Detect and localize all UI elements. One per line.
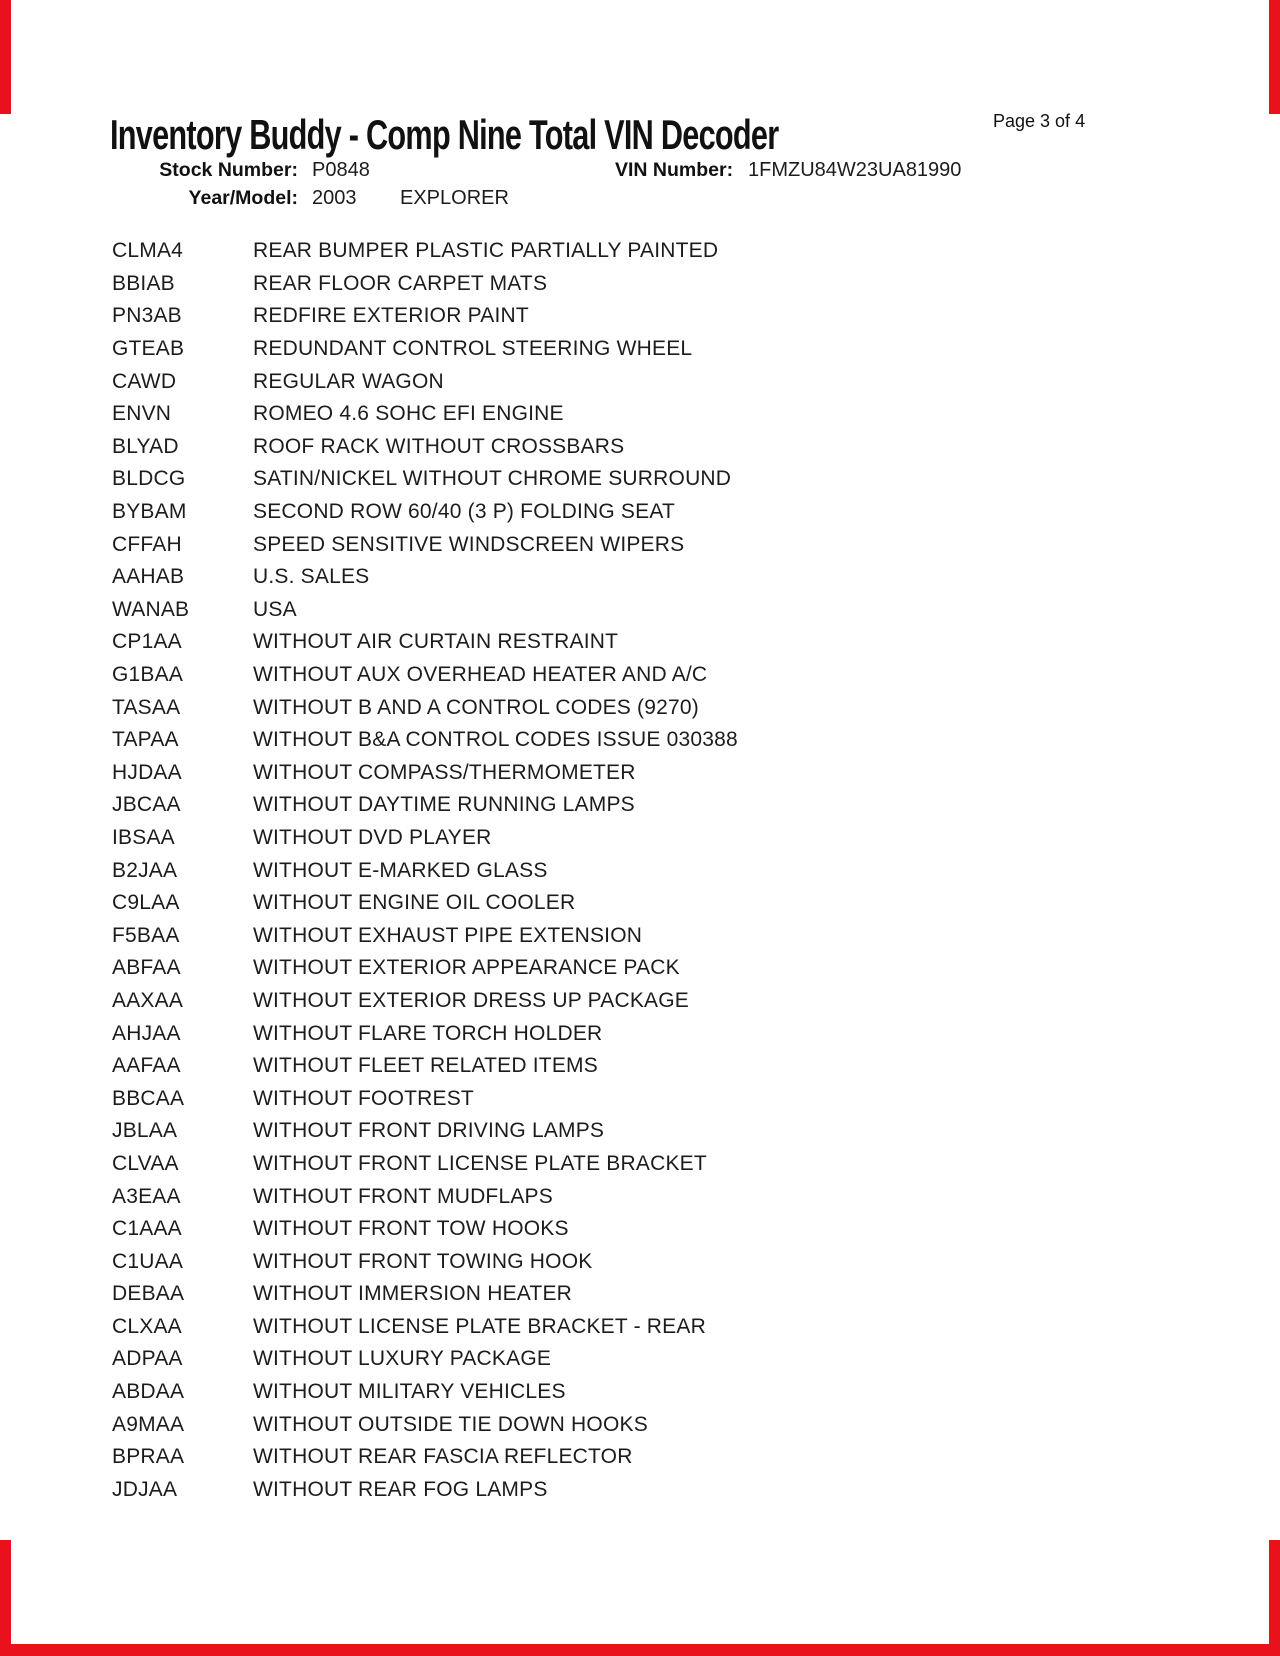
option-row — [112, 1376, 1280, 1409]
option-row — [112, 431, 1280, 464]
option-row — [112, 398, 1280, 431]
option-code: A3EAA — [112, 1184, 181, 1208]
option-row — [112, 1017, 1280, 1050]
option-description: SPEED SENSITIVE WINDSCREEN WIPERS — [253, 532, 685, 556]
scan-artifact-bottom-left — [0, 1540, 11, 1656]
scan-artifact-top-right — [1269, 0, 1280, 114]
option-code: TAPAA — [112, 728, 179, 752]
option-row — [112, 1180, 1280, 1213]
option-row — [112, 1082, 1280, 1115]
option-code: DEBAA — [112, 1282, 185, 1306]
option-description: WITHOUT MILITARY VEHICLES — [253, 1380, 566, 1404]
option-row — [112, 952, 1280, 985]
option-code: AAFAA — [112, 1054, 181, 1078]
vin-number-label: VIN Number: — [615, 159, 734, 181]
option-row — [112, 1148, 1280, 1181]
page-number: Page 3 of 4 — [993, 111, 1086, 131]
option-code-list — [112, 235, 1280, 1506]
option-code: AAHAB — [112, 565, 185, 589]
option-description: WITHOUT EXTERIOR DRESS UP PACKAGE — [253, 988, 690, 1012]
option-description: ROOF RACK WITHOUT CROSSBARS — [253, 434, 625, 458]
option-description: WITHOUT FRONT TOWING HOOK — [253, 1249, 593, 1273]
option-row — [112, 463, 1280, 496]
option-code: BYBAM — [112, 500, 187, 524]
option-description: WITHOUT EXTERIOR APPEARANCE PACK — [253, 956, 680, 980]
option-code: G1BAA — [112, 663, 184, 687]
option-description: WITHOUT REAR FASCIA REFLECTOR — [253, 1445, 633, 1469]
page-title: Inventory Buddy - Comp Nine Total VIN Decoder — [110, 111, 779, 158]
scan-artifact-bottom-right — [1269, 1540, 1280, 1656]
option-code: ADPAA — [112, 1347, 183, 1371]
option-code: JDJAA — [112, 1477, 178, 1501]
option-description: WITHOUT AUX OVERHEAD HEATER AND A/C — [253, 663, 708, 687]
option-description: WITHOUT AIR CURTAIN RESTRAINT — [253, 630, 619, 654]
vin-number-value: 1FMZU84W23UA81990 — [748, 159, 962, 181]
option-row — [112, 1245, 1280, 1278]
option-description: WITHOUT E-MARKED GLASS — [253, 858, 548, 882]
option-description: WITHOUT FRONT MUDFLAPS — [253, 1184, 553, 1208]
option-description: WITHOUT DVD PLAYER — [253, 825, 492, 849]
option-code: CAWD — [112, 369, 177, 393]
option-row — [112, 789, 1280, 822]
option-code: CLXAA — [112, 1314, 182, 1338]
option-description: WITHOUT COMPASS/THERMOMETER — [253, 760, 636, 784]
option-code: PN3AB — [112, 304, 182, 328]
option-code: JBLAA — [112, 1119, 178, 1143]
option-description: WITHOUT LICENSE PLATE BRACKET - REAR — [253, 1314, 706, 1338]
option-code: F5BAA — [112, 923, 180, 947]
option-code: BLDCG — [112, 467, 186, 491]
option-code: GTEAB — [112, 337, 185, 361]
option-row — [112, 496, 1280, 529]
option-description: SATIN/NICKEL WITHOUT CHROME SURROUND — [253, 467, 732, 491]
option-row — [112, 235, 1280, 268]
option-code: ABFAA — [112, 956, 181, 980]
option-description: WITHOUT B AND A CONTROL CODES (9270) — [253, 695, 699, 719]
option-code: CLMA4 — [112, 239, 184, 263]
option-row — [112, 887, 1280, 920]
option-code: HJDAA — [112, 760, 182, 784]
option-code: BPRAA — [112, 1445, 185, 1469]
option-row — [112, 1474, 1280, 1507]
option-code: ENVN — [112, 402, 172, 426]
option-row — [112, 528, 1280, 561]
option-description: WITHOUT ENGINE OIL COOLER — [253, 891, 576, 915]
option-description: WITHOUT IMMERSION HEATER — [253, 1282, 573, 1306]
option-description: SECOND ROW 60/40 (3 P) FOLDING SEAT — [253, 500, 676, 524]
option-row — [112, 561, 1280, 594]
stock-number-value: P0848 — [312, 159, 370, 181]
option-row — [112, 1311, 1280, 1344]
option-row — [112, 1441, 1280, 1474]
option-code: ABDAA — [112, 1380, 185, 1404]
option-description: WITHOUT FLEET RELATED ITEMS — [253, 1054, 598, 1078]
option-description: WITHOUT EXHAUST PIPE EXTENSION — [253, 923, 643, 947]
option-row — [112, 985, 1280, 1018]
option-description: REAR BUMPER PLASTIC PARTIALLY PAINTED — [253, 239, 719, 263]
option-description: WITHOUT FLARE TORCH HOLDER — [253, 1021, 603, 1045]
option-row — [112, 919, 1280, 952]
option-row — [112, 1278, 1280, 1311]
stock-number-label: Stock Number: — [159, 159, 298, 181]
option-row — [112, 594, 1280, 627]
option-code: AHJAA — [112, 1021, 181, 1045]
option-description: REGULAR WAGON — [253, 369, 444, 393]
option-row — [112, 1115, 1280, 1148]
option-row — [112, 1213, 1280, 1246]
year-value: 2003 — [312, 187, 357, 209]
option-row — [112, 659, 1280, 692]
option-description: WITHOUT OUTSIDE TIE DOWN HOOKS — [253, 1412, 648, 1436]
option-row — [112, 268, 1280, 301]
option-description: WITHOUT FRONT DRIVING LAMPS — [253, 1119, 605, 1143]
option-code: C1AAA — [112, 1217, 182, 1241]
option-code: CFFAH — [112, 532, 182, 556]
option-description: WITHOUT FRONT TOW HOOKS — [253, 1217, 569, 1241]
option-description: WITHOUT FRONT LICENSE PLATE BRACKET — [253, 1151, 707, 1175]
option-code: BLYAD — [112, 434, 179, 458]
option-code: B2JAA — [112, 858, 178, 882]
option-description: ROMEO 4.6 SOHC EFI ENGINE — [253, 402, 564, 426]
option-description: WITHOUT DAYTIME RUNNING LAMPS — [253, 793, 635, 817]
option-row — [112, 300, 1280, 333]
option-description: USA — [253, 597, 297, 621]
option-row — [112, 1050, 1280, 1083]
option-description: U.S. SALES — [253, 565, 370, 589]
option-code: BBCAA — [112, 1086, 185, 1110]
model-value: EXPLORER — [400, 187, 509, 209]
option-description: WITHOUT LUXURY PACKAGE — [253, 1347, 552, 1371]
option-description: WITHOUT REAR FOG LAMPS — [253, 1477, 548, 1501]
option-code: IBSAA — [112, 825, 175, 849]
option-description: REDFIRE EXTERIOR PAINT — [253, 304, 529, 328]
option-description: REDUNDANT CONTROL STEERING WHEEL — [253, 337, 693, 361]
option-row — [112, 691, 1280, 724]
scan-artifact-top-left — [0, 0, 11, 114]
option-row — [112, 626, 1280, 659]
option-row — [112, 1343, 1280, 1376]
option-code: JBCAA — [112, 793, 181, 817]
year-model-label: Year/Model: — [188, 187, 298, 209]
option-code: AAXAA — [112, 988, 184, 1012]
option-code: WANAB — [112, 597, 190, 621]
scan-artifact-bottom-bar — [0, 1644, 1280, 1656]
option-description: WITHOUT FOOTREST — [253, 1086, 474, 1110]
option-code: C9LAA — [112, 891, 180, 915]
option-row — [112, 854, 1280, 887]
option-code: C1UAA — [112, 1249, 184, 1273]
option-row — [112, 822, 1280, 855]
option-row — [112, 724, 1280, 757]
option-row — [112, 333, 1280, 366]
option-code: A9MAA — [112, 1412, 185, 1436]
option-description: WITHOUT B&A CONTROL CODES ISSUE 030388 — [253, 728, 738, 752]
option-code: CLVAA — [112, 1151, 179, 1175]
option-row — [112, 1408, 1280, 1441]
option-description: REAR FLOOR CARPET MATS — [253, 271, 548, 295]
option-code: CP1AA — [112, 630, 182, 654]
option-code: TASAA — [112, 695, 181, 719]
option-code: BBIAB — [112, 271, 175, 295]
option-row — [112, 757, 1280, 790]
option-row — [112, 365, 1280, 398]
